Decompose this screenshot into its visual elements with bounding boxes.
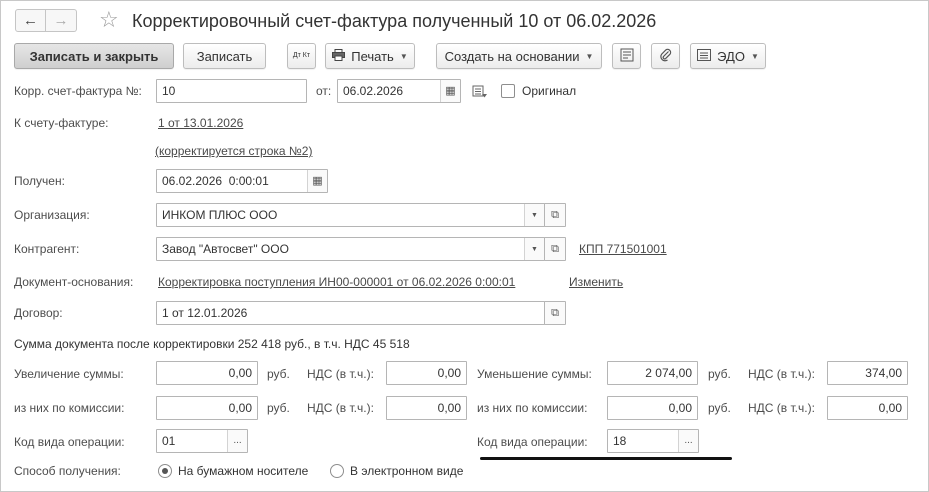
received-label: Получен: (14, 174, 65, 188)
commission-increase-label: из них по комиссии: (14, 401, 125, 415)
decrease-sum-label: Уменьшение суммы: (477, 367, 592, 381)
operation-code-input-left[interactable] (156, 429, 248, 453)
commission-increase-vat-label: НДС (в т.ч.): (307, 401, 374, 415)
decrease-vat-label: НДС (в т.ч.): (748, 367, 815, 381)
operation-code-input-right[interactable] (607, 429, 699, 453)
printer-icon (332, 49, 345, 64)
increase-vat-label: НДС (в т.ч.): (307, 367, 374, 381)
favorite-star-icon[interactable]: ☆ (99, 7, 119, 32)
ellipsis-icon[interactable]: ... (227, 430, 247, 452)
dt-kt-icon: Дт Кт (292, 52, 311, 59)
print-label: Печать (351, 48, 394, 64)
received-datetime-input[interactable] (156, 169, 328, 193)
create-based-on-button[interactable] (436, 43, 602, 69)
open-contract-button[interactable] (544, 301, 566, 325)
decrease-rub-label: руб. (708, 367, 731, 381)
chevron-down-icon: ▼ (585, 51, 594, 61)
kpp-link[interactable]: КПП 771501001 (579, 242, 667, 256)
receipt-method-label: Способ получения: (14, 464, 121, 478)
organization-input[interactable] (156, 203, 545, 227)
document-list-icon[interactable] (472, 85, 488, 102)
decrease-sum-input[interactable]: 2 074,00 (607, 361, 698, 385)
from-date-value: 06.02.2026 (343, 84, 404, 98)
corr-invoice-number-label: Корр. счет-фактура №: (14, 84, 142, 98)
from-date-input[interactable] (337, 79, 461, 103)
commission-increase-rub-label: руб. (267, 401, 290, 415)
counterparty-input[interactable] (156, 237, 545, 261)
highlight-underline (480, 457, 732, 460)
increase-vat-input[interactable]: 0,00 (386, 361, 467, 385)
electronic-radio-label: В электронном виде (350, 464, 464, 478)
attach-button[interactable] (651, 43, 680, 69)
commission-increase-input[interactable]: 0,00 (156, 396, 258, 420)
open-window-icon: ⧉ (551, 306, 559, 319)
save-button[interactable]: Записать (183, 43, 266, 69)
organization-label: Организация: (14, 208, 90, 222)
open-window-icon: ⧉ (551, 208, 559, 221)
document-structure-icon (620, 48, 634, 65)
corr-invoice-number-input[interactable]: 10 (156, 79, 307, 103)
paperclip-icon (659, 48, 673, 65)
page-title: Корректировочный счет-фактура полученный 10 от 06.02.2026 (132, 11, 657, 31)
save-and-close-button[interactable]: Записать и закрыть (14, 43, 174, 69)
increase-sum-label: Увеличение суммы: (14, 367, 124, 381)
open-window-icon: ⧉ (551, 242, 559, 255)
edo-button[interactable] (690, 43, 766, 69)
edo-label: ЭДО (717, 48, 745, 64)
open-counterparty-button[interactable] (544, 237, 566, 261)
chevron-down-icon: ▼ (399, 51, 408, 61)
arrow-left-icon: ← (23, 12, 38, 29)
ellipsis-icon[interactable]: ... (678, 430, 698, 452)
forward-button[interactable] (46, 9, 77, 32)
commission-increase-vat-input[interactable]: 0,00 (386, 396, 467, 420)
print-button[interactable] (325, 43, 415, 69)
operation-code-label-right: Код вида операции: (477, 435, 588, 449)
counterparty-label: Контрагент: (14, 242, 80, 256)
commission-decrease-label: из них по комиссии: (477, 401, 588, 415)
increase-sum-input[interactable]: 0,00 (156, 361, 258, 385)
edo-icon (697, 49, 711, 64)
to-invoice-link[interactable]: 1 от 13.01.2026 (158, 116, 244, 130)
chevron-down-icon[interactable]: ▼ (524, 204, 544, 226)
open-organization-button[interactable] (544, 203, 566, 227)
paper-radio[interactable] (158, 464, 172, 478)
original-checkbox-label: Оригинал (522, 84, 577, 98)
change-base-document-link[interactable]: Изменить (569, 275, 624, 289)
chevron-down-icon[interactable]: ▼ (524, 238, 544, 260)
commission-decrease-rub-label: руб. (708, 401, 731, 415)
base-document-label: Документ-основания: (14, 275, 134, 289)
operation-code-value-left: 01 (162, 434, 176, 448)
chevron-down-icon: ▼ (750, 51, 759, 61)
contract-input[interactable]: 1 от 12.01.2026 (156, 301, 545, 325)
dt-kt-button[interactable] (287, 43, 316, 69)
paper-radio-label: На бумажном носителе (178, 464, 309, 478)
operation-code-value-right: 18 (613, 434, 627, 448)
to-invoice-label: К счету-фактуре: (14, 116, 109, 130)
counterparty-value: Завод "Автосвет" ООО (162, 242, 289, 256)
increase-rub-label: руб. (267, 367, 290, 381)
commission-decrease-vat-input[interactable]: 0,00 (827, 396, 908, 420)
commission-decrease-vat-label: НДС (в т.ч.): (748, 401, 815, 415)
arrow-right-icon: → (53, 12, 69, 29)
from-date-label: от: (316, 84, 332, 98)
calendar-icon[interactable]: ▦ (307, 170, 327, 192)
corrected-row-link[interactable]: (корректируется строка №2) (155, 144, 313, 158)
decrease-vat-input[interactable]: 374,00 (827, 361, 908, 385)
document-sum-summary: Сумма документа после корректировки 252 418 руб., в т.ч. НДС 45 518 (14, 337, 410, 351)
contract-label: Договор: (14, 306, 63, 320)
create-based-on-label: Создать на основании (444, 48, 580, 64)
calendar-icon[interactable]: ▦ (440, 80, 460, 102)
base-document-link[interactable]: Корректировка поступления ИН00-000001 от 06.02.2026 0:00:01 (158, 275, 516, 289)
structure-button[interactable] (612, 43, 641, 69)
back-button[interactable] (15, 9, 46, 32)
original-checkbox[interactable] (501, 84, 515, 98)
received-datetime-value: 06.02.2026 0:00:01 (162, 174, 269, 188)
operation-code-label-left: Код вида операции: (14, 435, 125, 449)
electronic-radio[interactable] (330, 464, 344, 478)
commission-decrease-input[interactable]: 0,00 (607, 396, 698, 420)
organization-value: ИНКОМ ПЛЮС ООО (162, 208, 278, 222)
